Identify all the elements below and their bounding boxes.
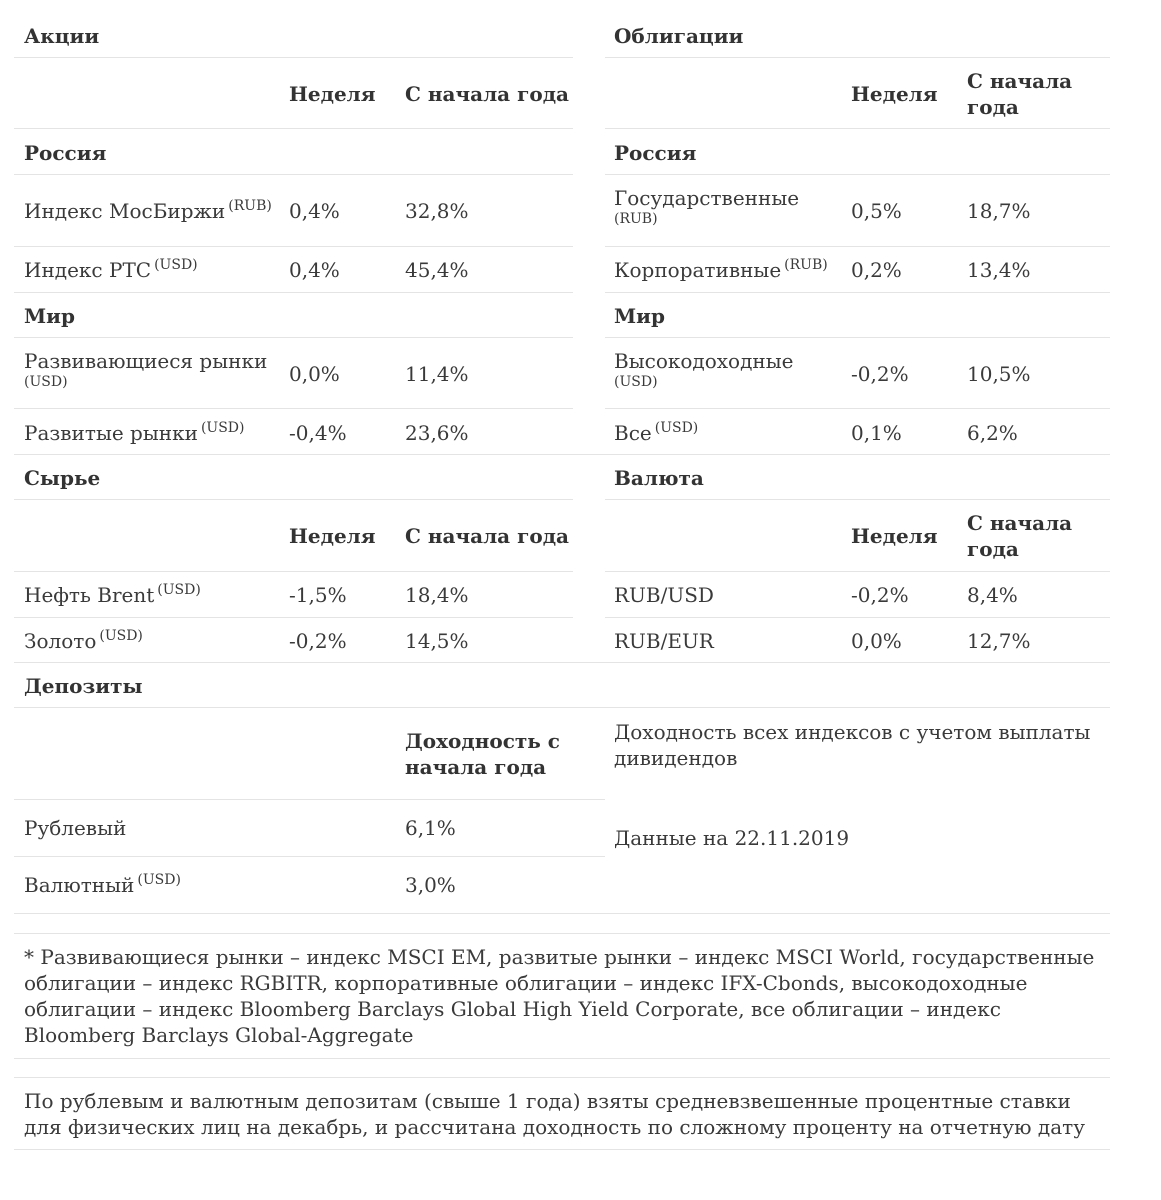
- table-row-ytd: 12,7%: [967, 629, 1031, 653]
- commodities-col-ytd: С начала года: [405, 524, 569, 548]
- bonds-russia-label: Россия: [614, 141, 697, 165]
- dividends-note: Доходность всех индексов с учетом выплаты дивидендов: [614, 720, 1091, 770]
- table-row-week: 0,4%: [289, 199, 340, 223]
- table-row-ytd: 45,4%: [405, 258, 469, 282]
- table-row-ytd: 13,4%: [967, 258, 1031, 282]
- deposits-title: Депозиты: [24, 674, 143, 698]
- stocks-russia-label: Россия: [24, 141, 107, 165]
- table-row-ytd: 18,4%: [405, 583, 469, 607]
- table-row-ytd: 10,5%: [967, 362, 1031, 386]
- stocks-world-label: Мир: [24, 304, 75, 328]
- table-row-ytd: 11,4%: [405, 362, 469, 386]
- stocks-col-ytd: С начала года: [405, 82, 569, 106]
- table-row-week: 0,4%: [289, 258, 340, 282]
- table-row-name: Валютный $^{(USD)}$: [24, 872, 181, 897]
- table-row-ytd: 3,0%: [405, 873, 456, 897]
- table-row-ytd: 6,1%: [405, 816, 456, 840]
- table-row-week: -0,2%: [851, 583, 909, 607]
- currency-col-ytd: С начала года: [967, 511, 1073, 561]
- table-row-name: Золото $^{(USD)}$: [24, 628, 143, 653]
- stocks-title: Акции: [24, 24, 100, 48]
- table-row-ytd: 14,5%: [405, 629, 469, 653]
- table-row-ytd: 32,8%: [405, 199, 469, 223]
- table-row-name: Государственные (RUB): [614, 186, 800, 227]
- table-row-ytd: 23,6%: [405, 421, 469, 445]
- footnote-deposits: По рублевым и валютным депозитам (свыше 1 года) взяты средневзвешенные процентные ставки для физических лиц на декабрь, и рассчитана доходность по сложному проценту на отчетную дату: [24, 1089, 1085, 1139]
- currency-title: Валюта: [614, 466, 704, 490]
- bonds-col-ytd: С начала года: [967, 69, 1073, 119]
- table-row-name: Нефть Brent $^{(USD)}$: [24, 582, 201, 607]
- table-row-name: Развивающиеся рынки (USD): [24, 349, 268, 390]
- table-row-name: Рублевый: [24, 816, 127, 840]
- bonds-col-week: Неделя: [851, 82, 938, 106]
- table-row-week: 0,5%: [851, 199, 902, 223]
- table-row-ytd: 8,4%: [967, 583, 1018, 607]
- table-row-name: Все $^{(USD)}$: [614, 420, 699, 445]
- footnote-indices: * Развивающиеся рынки – индекс MSCI EM, развитые рынки – индекс MSCI World, государственные облигации – индекс RGBITR, корпоративные облигации – индекс IFX-Cbonds, высокодоходные облигации – индекс Bloomberg Barclays Global High Yield Corporate, все облигации – индекс Bloomberg Barclays Global-Aggregate: [24, 945, 1095, 1047]
- table-row-week: -0,2%: [851, 362, 909, 386]
- table-row-week: -0,4%: [289, 421, 347, 445]
- deposits-col-ytd: Доходность с начала года: [405, 729, 560, 779]
- table-row-name: Высокодоходные (USD): [614, 349, 794, 390]
- data-date: Данные на 22.11.2019: [614, 826, 850, 850]
- table-row-week: -1,5%: [289, 583, 347, 607]
- bonds-title: Облигации: [614, 24, 744, 48]
- commodities-col-week: Неделя: [289, 524, 376, 548]
- table-row-week: -0,2%: [289, 629, 347, 653]
- table-row-name: Развитые рынки $^{(USD)}$: [24, 420, 245, 445]
- table-row-name: RUB/EUR: [614, 629, 714, 653]
- commodities-title: Сырье: [24, 466, 101, 490]
- table-row-name: Корпоративные $^{(RUB)}$: [614, 257, 828, 282]
- bonds-world-label: Мир: [614, 304, 665, 328]
- table-row-week: 0,0%: [851, 629, 902, 653]
- stocks-col-week: Неделя: [289, 82, 376, 106]
- currency-col-week: Неделя: [851, 524, 938, 548]
- table-row-name: Индекс РТС $^{(USD)}$: [24, 257, 198, 282]
- table-row-week: 0,2%: [851, 258, 902, 282]
- table-row-name: Индекс МосБиржи $^{(RUB)}$: [24, 198, 272, 223]
- table-row-week: 0,1%: [851, 421, 902, 445]
- table-row-ytd: 6,2%: [967, 421, 1018, 445]
- table-row-name: RUB/USD: [614, 583, 714, 607]
- table-row-week: 0,0%: [289, 362, 340, 386]
- table-row-ytd: 18,7%: [967, 199, 1031, 223]
